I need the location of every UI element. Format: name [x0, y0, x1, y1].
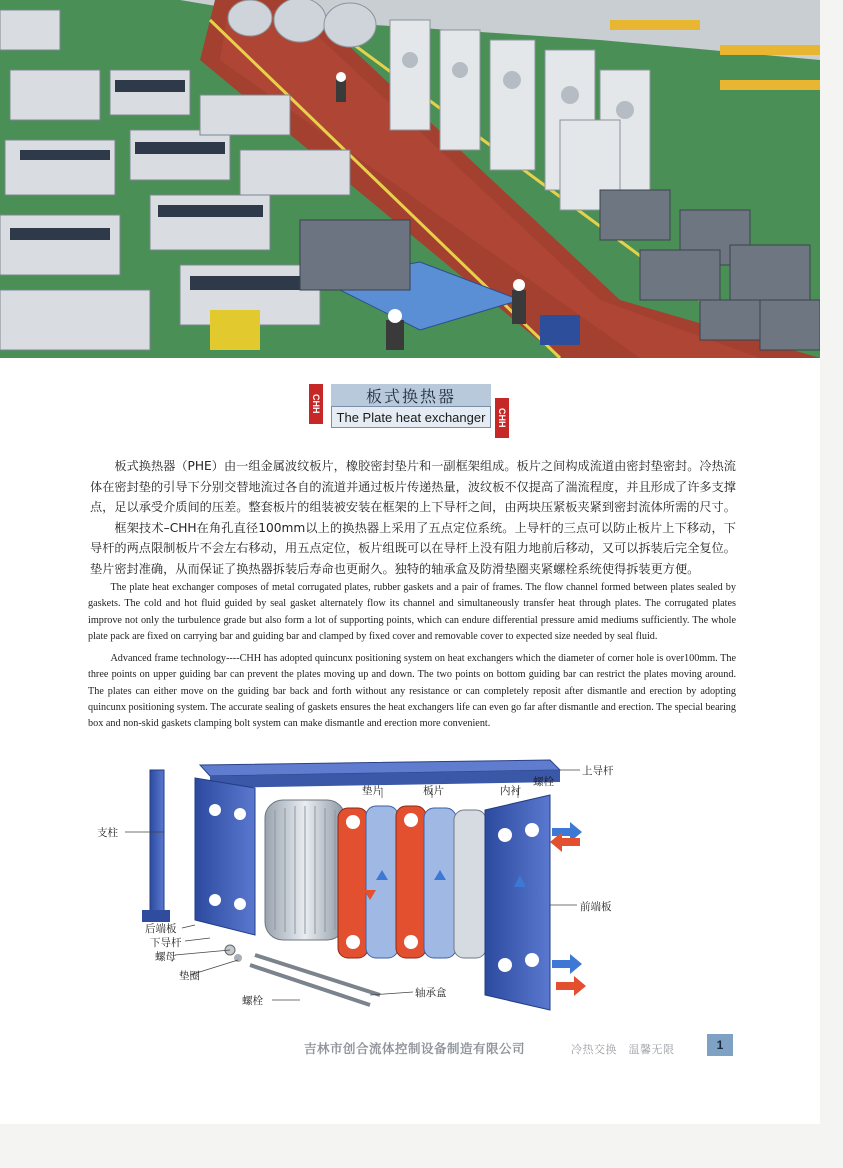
chh-logo: CHH	[309, 384, 323, 424]
label-bolt-top: 螺栓	[533, 776, 554, 788]
english-paragraph: The plate heat exchanger composes of metal corrugated plates, rubber gaskets and a pair of frames. The flow channel formed between plates sealed by gaskets. The cold and hot fluid guided by seal gasket alternately flow its channel and simultaneously transfer heat through plates. The corrugated plates improve not only the turbulence grade but also form a lot of supporting points, which can endure differential pressure amid mediums sufficiently. The whole plate pack are fixed on carrying bar and guiding bar and clamped by fixed cover and removable cover to expected size needed by seal fluid.	[88, 582, 736, 642]
title-block	[303, 376, 513, 438]
label-bolt-bottom: 螺栓	[242, 995, 263, 1007]
label-lower-guide-bar: 下导杆	[150, 937, 182, 949]
cold-plate	[366, 806, 398, 958]
label-plate: 板片	[423, 785, 444, 797]
english-description	[88, 580, 736, 733]
label-column: 支柱	[97, 827, 118, 839]
label-gasket: 垫片	[362, 785, 383, 797]
slogan: 冷热交换 温馨无限	[571, 1043, 675, 1056]
plate-pack	[265, 800, 345, 940]
chinese-description	[90, 456, 736, 579]
factory-photo	[0, 0, 820, 358]
exchanger-diagram	[80, 750, 680, 1030]
rear-end-plate	[195, 778, 255, 935]
cold-plate	[424, 808, 456, 958]
label-nut: 螺母	[155, 951, 176, 963]
english-paragraph: Advanced frame technology----CHH has adopted quincunx positioning system on heat exchangers which the diameter of corner hole is over100mm. The three points on upper guiding bar can prevent the plates moving up and down. The two points on bottom guiding bar can restrict the plates moving around. The plates can either move on the guiding bar back and forth without any resistance or can completely reposit after dismantle and erection by adopting quincunx positioning system. The accurate sealing of gaskets ensures the heat exchangers life can even go far after dismantle and erection. The special bearing box and non-skid gaskets clamping bolt system can make dismantle and erection more convenient.	[88, 653, 736, 730]
label-rear-end-plate: 后端板	[145, 923, 177, 935]
page-number: 1	[707, 1034, 733, 1056]
front-end-plate	[485, 795, 550, 1010]
label-upper-guide-bar: 上导杆	[582, 765, 614, 777]
label-front-end-plate: 前端板	[580, 901, 612, 913]
title-english: The Plate heat exchanger	[331, 406, 491, 428]
title-chinese: 板式换热器	[331, 384, 491, 406]
support-column	[142, 770, 170, 922]
hot-plate	[396, 806, 426, 958]
label-bearing-box: 轴承盒	[415, 987, 447, 999]
label-washer: 垫圈	[179, 970, 200, 982]
chh-logo-secondary: CHH	[495, 398, 509, 438]
company-name: 吉林市创合流体控制设备制造有限公司	[304, 1041, 526, 1056]
hot-plate	[338, 808, 368, 958]
chinese-paragraph: 框架技术–CHH在角孔直径100mm以上的换热器上采用了五点定位系统。上导杆的三点可以防止板片上下移动，下导杆的两点限制板片不会左右移动，用五点定位，板片组既可以在导杆上没有阻力地前后移动，又可以拆装后完全复位。垫片密封准确，从而保证了换热器拆装后寿命也更耐久。独特的轴承盒及防滑垫圈夹紧螺栓系统使得拆装更方便。	[90, 520, 736, 576]
label-liner: 内衬	[500, 785, 521, 797]
chinese-paragraph: 板式换热器（PHE）由一组金属波纹板片，橡胶密封垫片和一副框架组成。板片之间构成流道由密封垫密封。冷热流体在密封垫的引导下分别交替地流过各自的流道并通过板片传递热量，波纹板不仅提高了湍流程度，并且形成了许多支撑点，足以承受介质间的压差。整套板片的组装被安装在框架的上下导杆之间，由两块压紧板夹紧到密封流体所需的尺寸。	[90, 459, 736, 514]
end-plate-white	[454, 810, 486, 958]
